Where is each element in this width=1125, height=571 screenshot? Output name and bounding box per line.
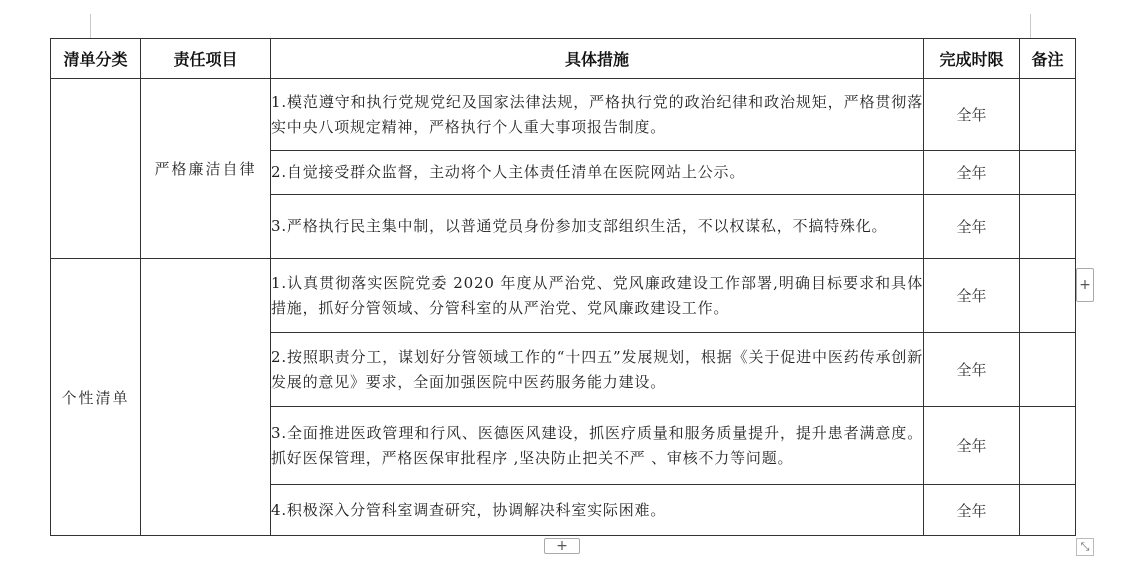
crop-mark-tl-vertical xyxy=(90,14,91,38)
remark-cell[interactable] xyxy=(1020,333,1076,407)
deadline-cell[interactable]: 全年 xyxy=(924,79,1020,151)
deadline-cell[interactable]: 全年 xyxy=(924,485,1020,536)
table-header-row xyxy=(51,39,1076,79)
measure-cell[interactable]: 2.按照职责分工，谋划好分管领域工作的“十四五”发展规划，根据《关于促进中医药传承创新发展的意见》要求，全面加强医院中医药服务能力建设。 xyxy=(271,333,924,407)
remark-cell[interactable] xyxy=(1020,151,1076,195)
header-remarks: 备注 xyxy=(1020,39,1076,79)
remark-cell[interactable] xyxy=(1020,79,1076,151)
measure-cell[interactable]: 4.积极深入分管科室调查研究，协调解决科室实际困难。 xyxy=(271,485,924,536)
add-row-button[interactable]: + xyxy=(544,538,580,554)
measure-cell[interactable]: 1.模范遵守和执行党规党纪及国家法律法规，严格执行党的政治纪律和政治规矩，严格贯彻落实中央八项规定精神，严格执行个人重大事项报告制度。 xyxy=(271,79,924,151)
remark-cell[interactable] xyxy=(1020,485,1076,536)
remark-cell[interactable] xyxy=(1020,259,1076,333)
deadline-cell[interactable]: 全年 xyxy=(924,407,1020,485)
header-deadline: 完成时限 xyxy=(924,39,1020,79)
deadline-cell[interactable]: 全年 xyxy=(924,151,1020,195)
measure-cell[interactable]: 3.严格执行民主集中制，以普通党员身份参加支部组织生活，不以权谋私，不搞特殊化。 xyxy=(271,195,924,259)
table-row xyxy=(51,79,1076,151)
measure-cell[interactable]: 2.自觉接受群众监督，主动将个人主体责任清单在医院网站上公示。 xyxy=(271,151,924,195)
remark-cell[interactable] xyxy=(1020,195,1076,259)
category-cell[interactable] xyxy=(51,79,141,259)
deadline-cell[interactable]: 全年 xyxy=(924,195,1020,259)
header-measures: 具体措施 xyxy=(271,39,924,79)
category-cell[interactable]: 个性清单 xyxy=(51,259,141,536)
measure-cell[interactable]: 1.认真贯彻落实医院党委 2020 年度从严治党、党风廉政建设工作部署,明确目标要求和具体措施，抓好分管领域、分管科室的从严治党、党风廉政建设工作。 xyxy=(271,259,924,333)
header-item: 责任项目 xyxy=(141,39,271,79)
table-row xyxy=(51,259,1076,333)
crop-mark-tr-vertical xyxy=(1030,14,1031,38)
deadline-cell[interactable]: 全年 xyxy=(924,259,1020,333)
deadline-cell[interactable]: 全年 xyxy=(924,333,1020,407)
remark-cell[interactable] xyxy=(1020,407,1076,485)
table-resize-handle[interactable]: ⤡ xyxy=(1076,538,1094,556)
item-cell[interactable] xyxy=(141,259,271,536)
measure-cell[interactable]: 3.全面推进医政管理和行风、医德医风建设，抓医疗质量和服务质量提升，提升患者满意度。抓好医保管理，严格医保审批程序 ,坚决防止把关不严 、审核不力等问题。 xyxy=(271,407,924,485)
add-column-button[interactable]: + xyxy=(1076,268,1094,302)
responsibility-table xyxy=(50,38,1076,536)
header-category: 清单分类 xyxy=(51,39,141,79)
item-cell[interactable]: 严格廉洁自律 xyxy=(141,79,271,259)
